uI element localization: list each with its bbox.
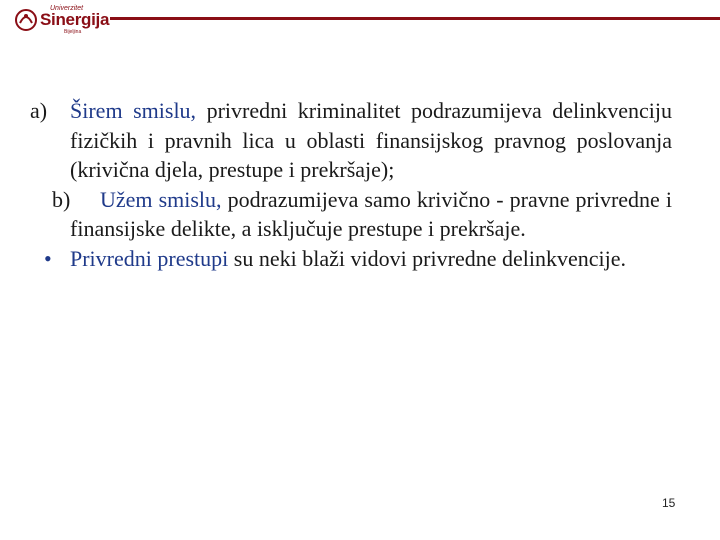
logo-top-text: Univerzitet bbox=[50, 5, 84, 12]
list-item-a bbox=[30, 96, 672, 185]
bullet-item bbox=[30, 244, 672, 274]
item-lead: Privredni prestupi bbox=[70, 245, 229, 271]
item-marker: b) bbox=[52, 186, 71, 212]
logo-name: Sinergija bbox=[40, 10, 110, 29]
item-text: privredni kriminalitet podrazumijeva delinkvenciju fizičkih i pravnih lica u oblasti finansijskog pravnog poslovanja (krivična djela, prestupe i prekršaje); bbox=[70, 98, 672, 182]
bullet-marker: • bbox=[44, 245, 52, 271]
logo-sub-text: Bijeljina bbox=[64, 29, 82, 35]
item-lead: Užem smislu, bbox=[100, 186, 222, 212]
item-text: podrazumijeva samo krivično - pravne privredne i finansijske delikte, a isključuje prestupe i prekršaje. bbox=[70, 186, 672, 241]
item-lead: Širem smislu, bbox=[70, 98, 197, 123]
university-logo bbox=[14, 5, 110, 35]
slide-body bbox=[30, 96, 672, 273]
page-number: 15 bbox=[662, 496, 676, 510]
list-item-b bbox=[30, 185, 672, 244]
item-marker: a) bbox=[30, 98, 48, 123]
header-rule bbox=[110, 17, 720, 20]
logo-emblem-icon bbox=[14, 7, 38, 33]
item-text: su neki blaži vidovi privredne delinkvencije. bbox=[233, 245, 626, 271]
